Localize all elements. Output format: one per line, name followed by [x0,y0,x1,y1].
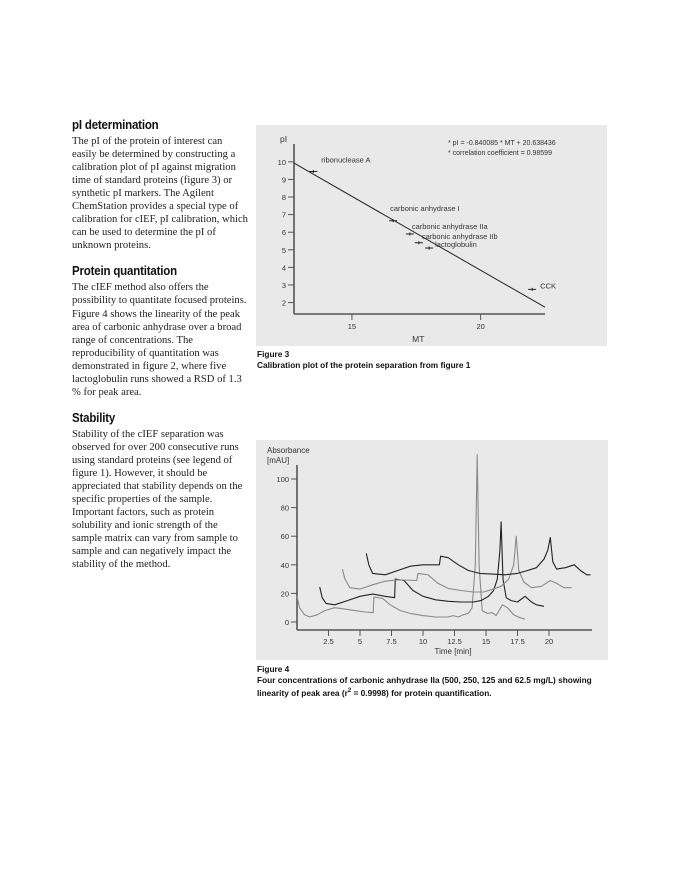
point-label: carbonic anhydrase I [390,203,460,213]
point-label: carbonic anhydrase IIb [421,231,498,241]
y-tick-label: 9 [281,175,286,185]
x-tick-label: 7.5 [386,637,397,646]
x-axis-label: MT [412,334,425,344]
figure-3-caption [257,349,607,371]
section-paragraph: The cIEF method also offers the possibility to quantitate focused proteins. Figure 4 shows the linearity of the peak area of carbonic anhydrase over a broad range of concentrations. The reproducibility of quantitation was demonstrated in figure 2, where five lactoglobulin runs showed a RSD of 1.3 % for peak area. [72,282,247,398]
y-axis-label: pI [280,134,288,144]
caption-text: Calibration plot of the protein separation from figure 1 [257,360,471,370]
y-tick-label: 10 [277,157,286,167]
x-tick-label: 5 [357,637,363,646]
y-tick-label: 0 [284,618,289,627]
y-tick-label: 6 [281,228,286,238]
x-tick-label: 15 [347,322,357,331]
point-label: carbonic anhydrase IIa [411,221,488,231]
x-tick-label: 12.5 [447,637,462,646]
equation-annotation: * correlation coefficient = 0.98599 [448,150,552,157]
y-tick-label: 5 [281,245,286,255]
y-tick-label: 7 [281,210,286,220]
y-tick-label: 8 [281,193,286,203]
y-tick-label: 3 [281,280,286,290]
section-heading: Stability [72,410,116,425]
section-stability [72,411,248,572]
fit-line [294,163,545,307]
calibration-plot [256,125,607,346]
caption-text-start: Four concentrations of carbonic anhydrase IIa (500, 250, 125 and 62.5 mg/L) showing linearity of peak area (r [257,675,592,698]
figure-4-panel [256,440,608,660]
figure-label: Figure 3 [257,349,290,359]
y-tick-label: 2 [281,298,286,308]
section-pi-determination [72,118,248,252]
point-label: lactoglobulin [435,240,477,250]
equation-annotation: * pI = -0.840085 * MT + 20.638436 [448,140,556,147]
x-tick-label: 20 [544,637,554,646]
y-axis-label: Absorbance [267,446,310,455]
y-tick-label: 80 [280,503,289,513]
figure-3-panel [256,125,607,346]
x-tick-label: 10 [418,637,428,646]
x-tick-label: 15 [481,637,491,646]
y-tick-label: 60 [280,532,289,542]
x-axis-label: Time [min] [434,647,472,656]
x-tick-label: 20 [476,322,485,331]
x-tick-label: 17.5 [510,637,525,646]
caption-text-end: = 0.9998) for protein quantification. [351,687,492,698]
x-tick-label: 2.5 [323,637,334,646]
trace-125-mg-l [320,522,544,606]
section-heading: Protein quantitation [72,264,177,279]
electropherogram-plot [256,440,608,660]
trace-62-5-mg-l [297,455,525,619]
point-label: ribonuclease A [321,155,371,165]
caption-superscript: 2 [347,688,352,694]
y-axis-label: [mAU] [267,456,290,465]
section-paragraph: The pI of the protein of interest can easily be determined by constructing a calibration plot of pI against migration time of standard proteins (figure 3) or synthetic pI markers. The Agilent ChemStation provides a special type of calibration for cIEF, pI calibration, which can be used to determine the pI of unknown proteins. [72,136,248,252]
section-heading: pI determination [72,118,159,132]
point-label: CCK [540,281,556,291]
y-tick-label: 20 [280,589,289,599]
figure-4-caption [257,664,617,699]
y-tick-label: 4 [281,263,286,273]
y-tick-label: 100 [276,475,289,484]
y-tick-label: 40 [280,560,289,570]
text-column [72,118,248,583]
section-paragraph: Stability of the cIEF separation was observed for over 200 consecutive runs using standard proteins (see legend of figure 1). However, it should be appreciated that stability depends on the specific properties of the sample. Important factors, such as protein solubility and ionic strength of the sample matrix can vary from sample to sample and can negatively impact the stability of the method. [72,428,243,571]
figure-label: Figure 4 [257,664,290,674]
section-protein-quantitation [72,264,248,398]
